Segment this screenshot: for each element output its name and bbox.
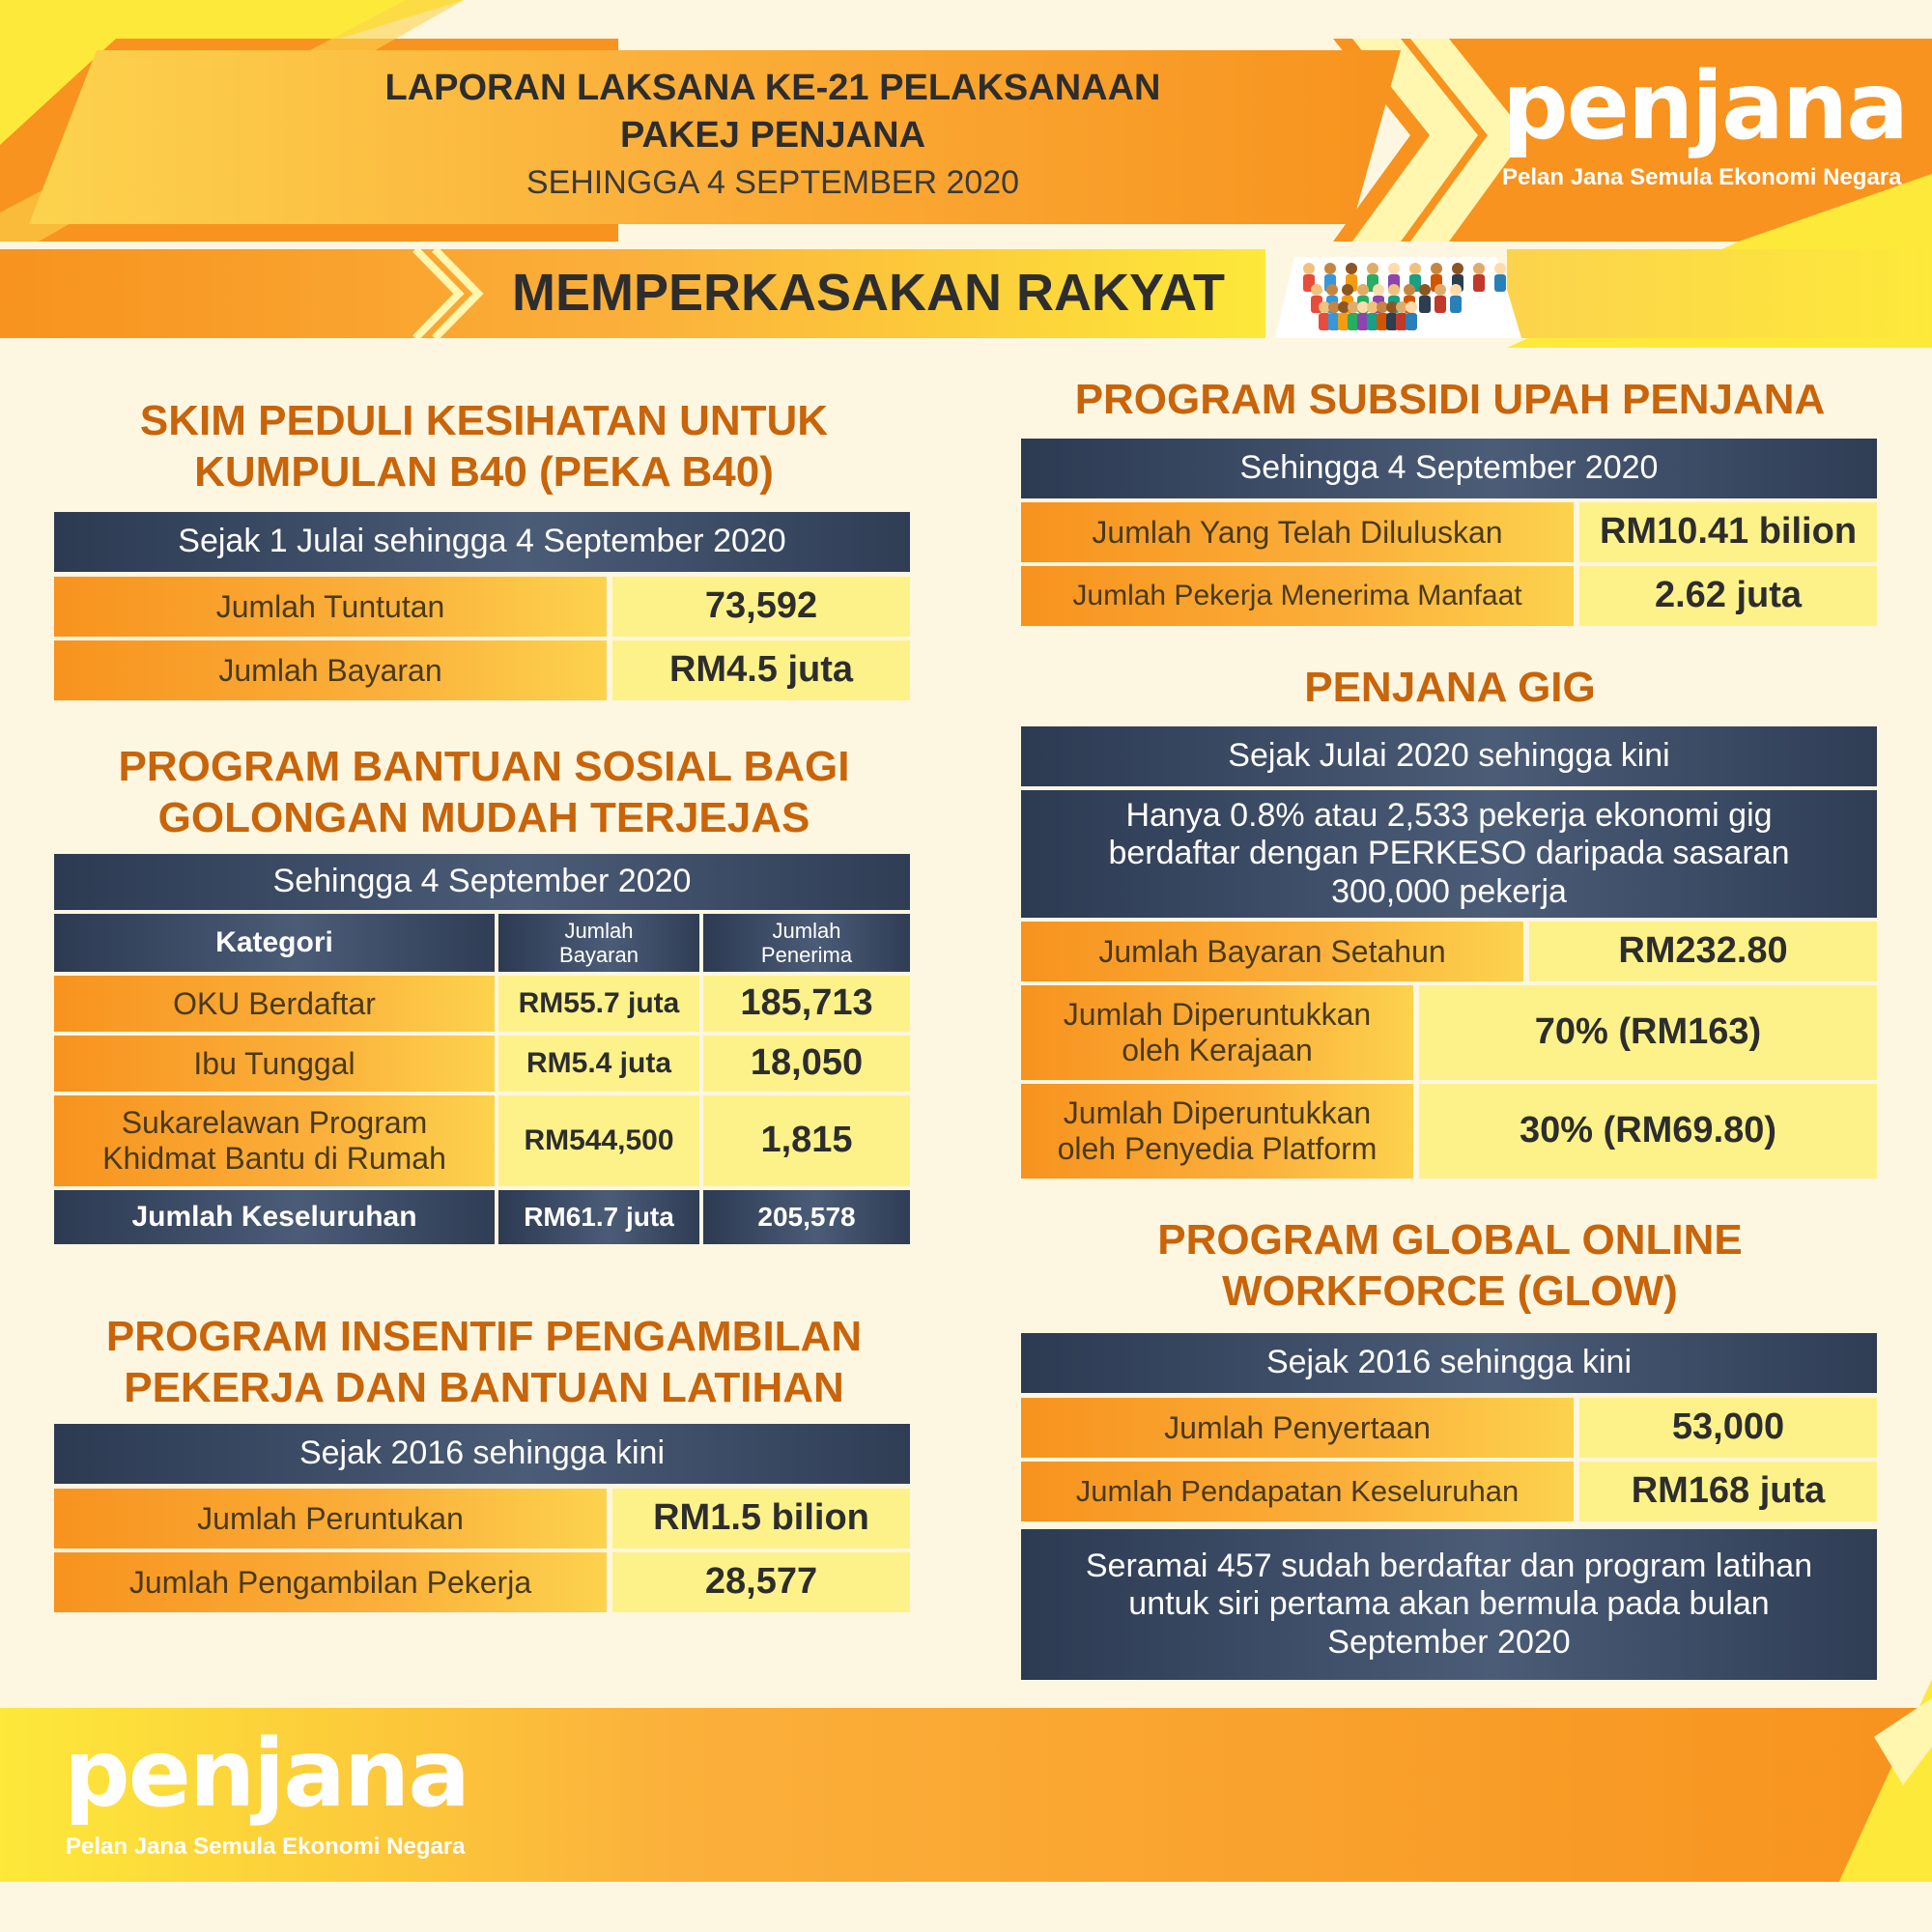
bantuan-period: Sehingga 4 September 2020 [54, 854, 910, 910]
glow-title-line1: PROGRAM GLOBAL ONLINE [1157, 1216, 1743, 1264]
insentif-title-line1: PROGRAM INSENTIF PENGAMBILAN [105, 1313, 863, 1360]
peka-row-value: 73,592 [612, 577, 910, 637]
bantuan-row-penerima: 18,050 [703, 1036, 910, 1092]
peka-title [54, 396, 914, 498]
gig-row-value: 30% (RM69.80) [1419, 1084, 1877, 1179]
bantuan-row-kategori: Ibu Tunggal [54, 1036, 495, 1092]
peka-title-line2: KUMPULAN B40 (PEKA B40) [194, 447, 774, 496]
gig-row-label: Jumlah Bayaran Setahun [1021, 922, 1523, 981]
glow-period: Sejak 2016 sehingga kini [1021, 1333, 1877, 1393]
bantuan-row-penerima: 185,713 [703, 976, 910, 1032]
bantuan-header-kategori: Kategori [54, 914, 495, 972]
subsidi-row-label: Jumlah Yang Telah Diluluskan [1021, 502, 1574, 562]
subsidi-title: PROGRAM SUBSIDI UPAH PENJANA [1074, 376, 1826, 423]
insentif-row-value: 28,577 [612, 1552, 910, 1612]
footer [0, 1708, 1932, 1882]
gig-note: Hanya 0.8% atau 2,533 pekerja ekonomi gig berdaftar dengan PERKESO daripada sasaran 300,000 pekerja [1021, 790, 1877, 918]
peka-period: Sejak 1 Julai sehingga 4 September 2020 [54, 512, 910, 572]
glow-row-value: RM168 juta [1579, 1462, 1877, 1521]
insentif-row-label: Jumlah Peruntukan [54, 1489, 607, 1548]
glow-title [1020, 1215, 1880, 1318]
bantuan-total-bayaran: RM61.7 juta [498, 1190, 699, 1244]
bottom-margin [0, 1882, 1932, 1932]
bantuan-total-penerima: 205,578 [703, 1190, 910, 1244]
peka-title-line1: SKIM PEDULI KESIHATAN UNTUK [139, 397, 829, 444]
bantuan-header-bayaran: Jumlah Bayaran [498, 914, 699, 972]
header-title [290, 68, 1256, 202]
gig-row-label: Jumlah Diperuntukkan oleh Kerajaan [1021, 985, 1413, 1080]
banner-label: MEMPERKASAKAN RAKYAT [512, 264, 1226, 322]
bantuan-title [54, 742, 914, 844]
bantuan-row-penerima: 1,815 [703, 1095, 910, 1186]
bantuan-row-kategori: Sukarelawan Program Khidmat Bantu di Rumah [54, 1095, 495, 1186]
bantuan-row-kategori: OKU Berdaftar [54, 976, 495, 1032]
glow-row-label: Jumlah Pendapatan Keseluruhan [1021, 1462, 1574, 1521]
footer-tagline: Pelan Jana Semula Ekonomi Negara [66, 1833, 466, 1860]
bantuan-row-bayaran: RM544,500 [498, 1095, 699, 1186]
report-title-line2: PAKEJ PENJANA [619, 115, 926, 156]
insentif-title [54, 1312, 914, 1414]
subsidi-period: Sehingga 4 September 2020 [1021, 439, 1877, 498]
gig-row-value: RM232.80 [1529, 922, 1877, 981]
bantuan-total-kategori: Jumlah Keseluruhan [54, 1190, 495, 1244]
insentif-title-line2: PEKERJA DAN BANTUAN LATIHAN [124, 1363, 844, 1411]
bantuan-row-bayaran: RM55.7 juta [498, 976, 699, 1032]
header-logo [1502, 52, 1908, 191]
glow-note: Seramai 457 sudah berdaftar dan program latihan untuk siri pertama akan bermula pada bulan September 2020 [1021, 1529, 1877, 1680]
section-banner [0, 249, 1932, 338]
insentif-row-label: Jumlah Pengambilan Pekerja [54, 1552, 607, 1612]
peka-row-label: Jumlah Bayaran [54, 640, 607, 700]
gig-period: Sejak Julai 2020 sehingga kini [1021, 726, 1877, 786]
crowd-illustration [1256, 238, 1526, 338]
footer-logo: penjana [64, 1719, 469, 1828]
peka-row-label: Jumlah Tuntutan [54, 577, 607, 637]
bantuan-title-line2: GOLONGAN MUDAH TERJEJAS [157, 793, 810, 841]
glow-title-line2: WORKFORCE (GLOW) [1222, 1266, 1678, 1315]
penjana-tagline: Pelan Jana Semula Ekonomi Negara [1502, 164, 1902, 190]
report-title-line1: LAPORAN LAKSANA KE-21 PELAKSANAAN [384, 68, 1161, 108]
penjana-logo: penjana [1502, 52, 1907, 160]
glow-row-value: 53,000 [1579, 1398, 1877, 1458]
bantuan-header-penerima: Jumlah Penerima [703, 914, 910, 972]
gig-row-label: Jumlah Diperuntukkan oleh Penyedia Platform [1021, 1084, 1413, 1179]
subsidi-row-value: RM10.41 bilion [1579, 502, 1877, 562]
peka-row-value: RM4.5 juta [612, 640, 910, 700]
insentif-period: Sejak 2016 sehingga kini [54, 1424, 910, 1484]
bantuan-title-line1: PROGRAM BANTUAN SOSIAL BAGI [118, 743, 850, 790]
gig-row-value: 70% (RM163) [1419, 985, 1877, 1080]
subsidi-row-label: Jumlah Pekerja Menerima Manfaat [1021, 566, 1574, 626]
subsidi-row-value: 2.62 juta [1579, 566, 1877, 626]
gig-title: PENJANA GIG [1304, 664, 1596, 711]
bantuan-row-bayaran: RM5.4 juta [498, 1036, 699, 1092]
report-date: SEHINGGA 4 SEPTEMBER 2020 [526, 164, 1020, 201]
insentif-row-value: RM1.5 bilion [612, 1489, 910, 1548]
glow-row-label: Jumlah Penyertaan [1021, 1398, 1574, 1458]
